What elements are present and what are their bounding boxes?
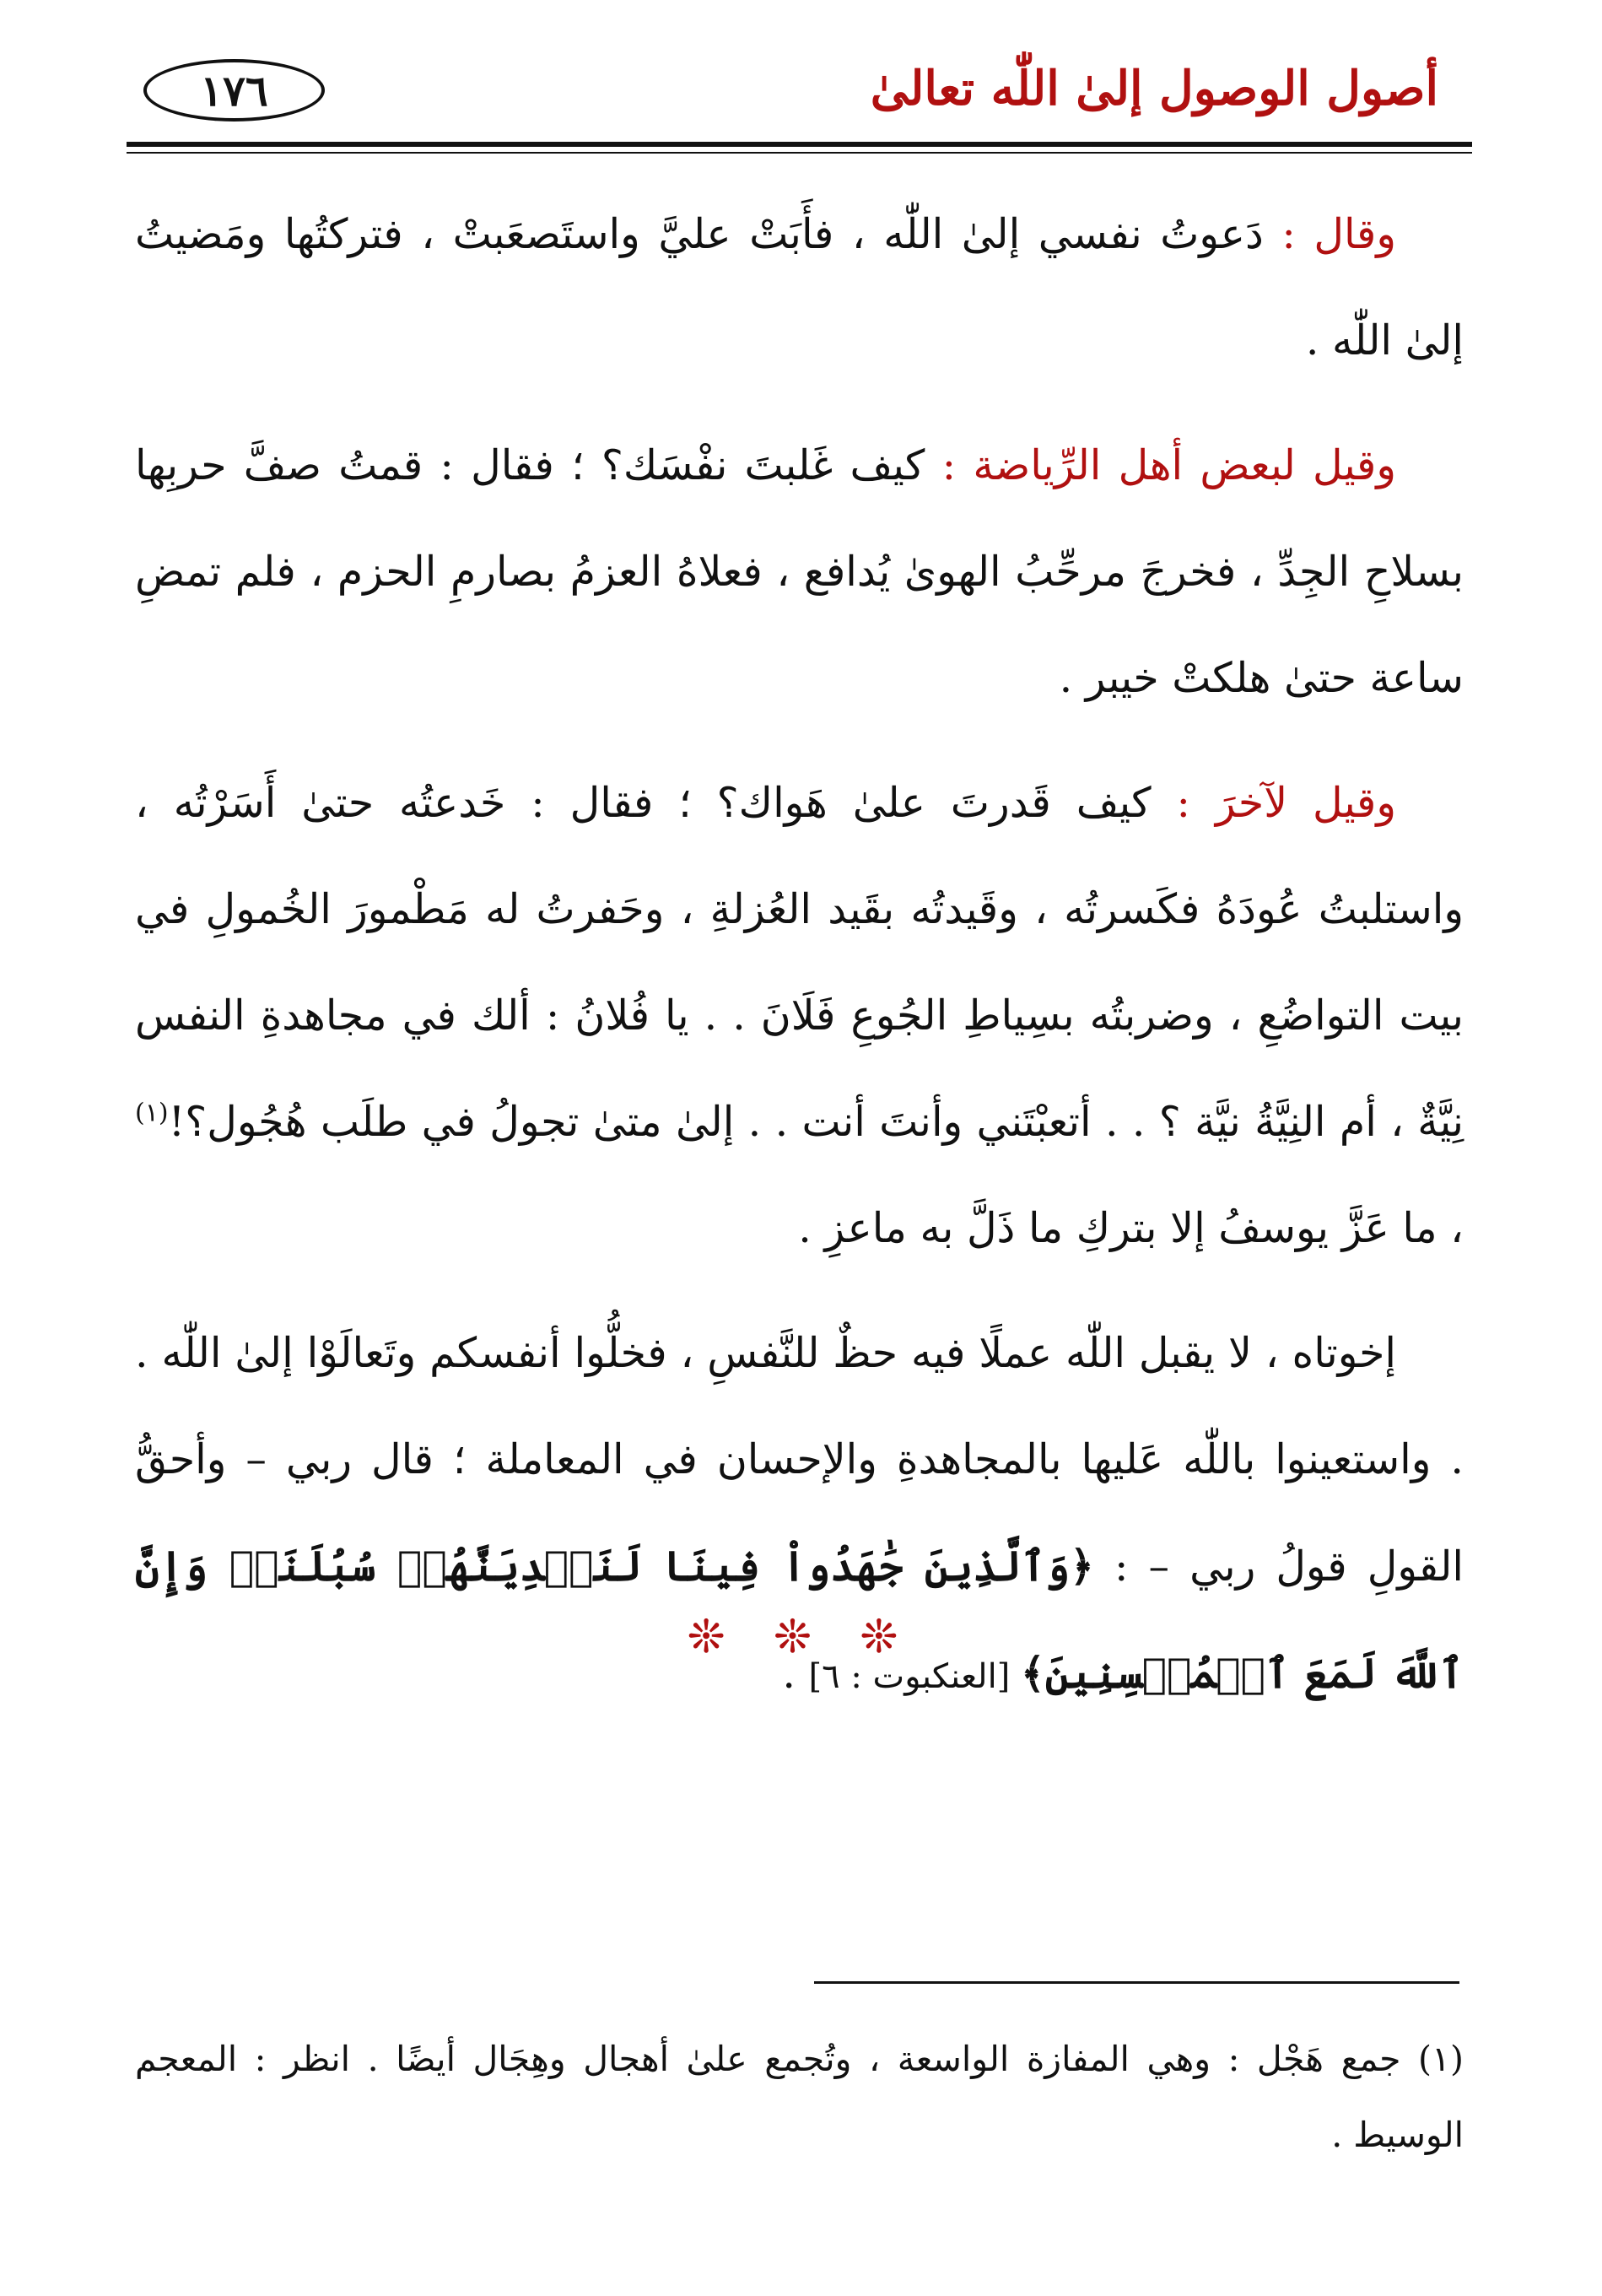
verse-reference: [العنكبوت : ٦] [808, 1657, 1022, 1696]
paragraph-2 [135, 413, 1464, 732]
footnote-rule [814, 1981, 1459, 1984]
paragraph-text: دَعوتُ نفسي إلىٰ اللّٰه ، فأَبَتْ عليَّ واستَصعَبتْ ، فتركتُها ومَضيتُ إلىٰ اللّٰه . [135, 210, 1464, 365]
paragraph-text: كيف غَلبتَ نفْسَك؟ ؛ فقال : قمتُ صفَّ حربِها بسلاحِ الجِدِّ ، فخرجَ مرحِّبُ الهوىٰ يُدافع ، فعلاهُ العزمُ بصارمِ الحزم ، فلم تمضِ ساعة حتىٰ هلكتْ خيبر . [135, 441, 1464, 702]
page-body [135, 181, 1464, 1748]
running-title: أصول الوصول إلىٰ اللّٰه تعالىٰ [870, 61, 1438, 116]
paragraph-1 [135, 181, 1464, 394]
footnote: (١) جمع هَجْل : وهي المفازة الواسعة ، وتُجمع علىٰ أهجال وهِجَال أيضًا . انظر : المعجم الوسيط . [135, 2039, 1464, 2155]
paragraph-text-end: ، ما عَزَّ يوسفُ إلا بتركِ ما ذَلَّ به ماعزِ . [798, 1204, 1464, 1252]
quran-verse: ﴿وَٱلَّذِينَ جَٰهَدُواْ فِينَا لَنَهۡدِيَنَّهُمۡ سُبُلَنَاۚ وَإِنَّ ٱللَّهَ لَمَعَ ٱلۡمُحۡسِنِينَ﴾ [135, 1542, 1464, 1698]
paragraph-end: . [782, 1650, 809, 1698]
paragraph-lead: وقيل لبعض أهل الرِّياضة : [941, 441, 1396, 489]
paragraph-3 [135, 750, 1464, 1282]
section-separator-stars: ❊ ❊ ❊ [687, 1610, 915, 1663]
page-number: ١٧٦ [143, 59, 325, 122]
paragraph-lead: وقيل لآخرَ : [1176, 779, 1397, 827]
footnote-marker[interactable]: (١) [135, 1098, 169, 1128]
page-header [127, 52, 1472, 137]
paragraph-4 [135, 1300, 1464, 1730]
header-rule-thick [127, 142, 1472, 147]
paragraph-text: إخوتاه ، لا يقبل اللّٰه عملًا فيه حظٌ للنَّفسِ ، فخلُّوا أنفسكم وتَعالَوْا إلىٰ اللّٰه . . واستعينوا باللّٰه عَليها بالمجاهدةِ والإحسان في المعاملة ؛ قال ربي – وأحقُّ القولِ قولُ ربي – : [135, 1329, 1464, 1591]
paragraph-text: كيف قَدرتَ علىٰ هَواك؟ ؛ فقال : خَدعتُه حتىٰ أَسَرْتُه ، واستلبتُ عُودَهُ فكَسرتُه ، وقَيدتُه بقَيد العُزلةِ ، وحَفرتُ له مَطْمورَ الخُمولِ في بيت التواضُعِ ، وضربتُه بسِياطِ الجُوعِ فَلَانَ . . يا فُلانُ : ألك في مجاهدةِ النفس نِيَّةٌ ، أم النِيَّةُ نيَّة ؟ . . أتعبْتَني وأنتَ أنت . . إلىٰ متىٰ تجولُ في طلَب هُجُول؟! [135, 779, 1464, 1146]
paragraph-lead: وقال : [1281, 210, 1396, 258]
header-rule-thin [127, 152, 1472, 154]
